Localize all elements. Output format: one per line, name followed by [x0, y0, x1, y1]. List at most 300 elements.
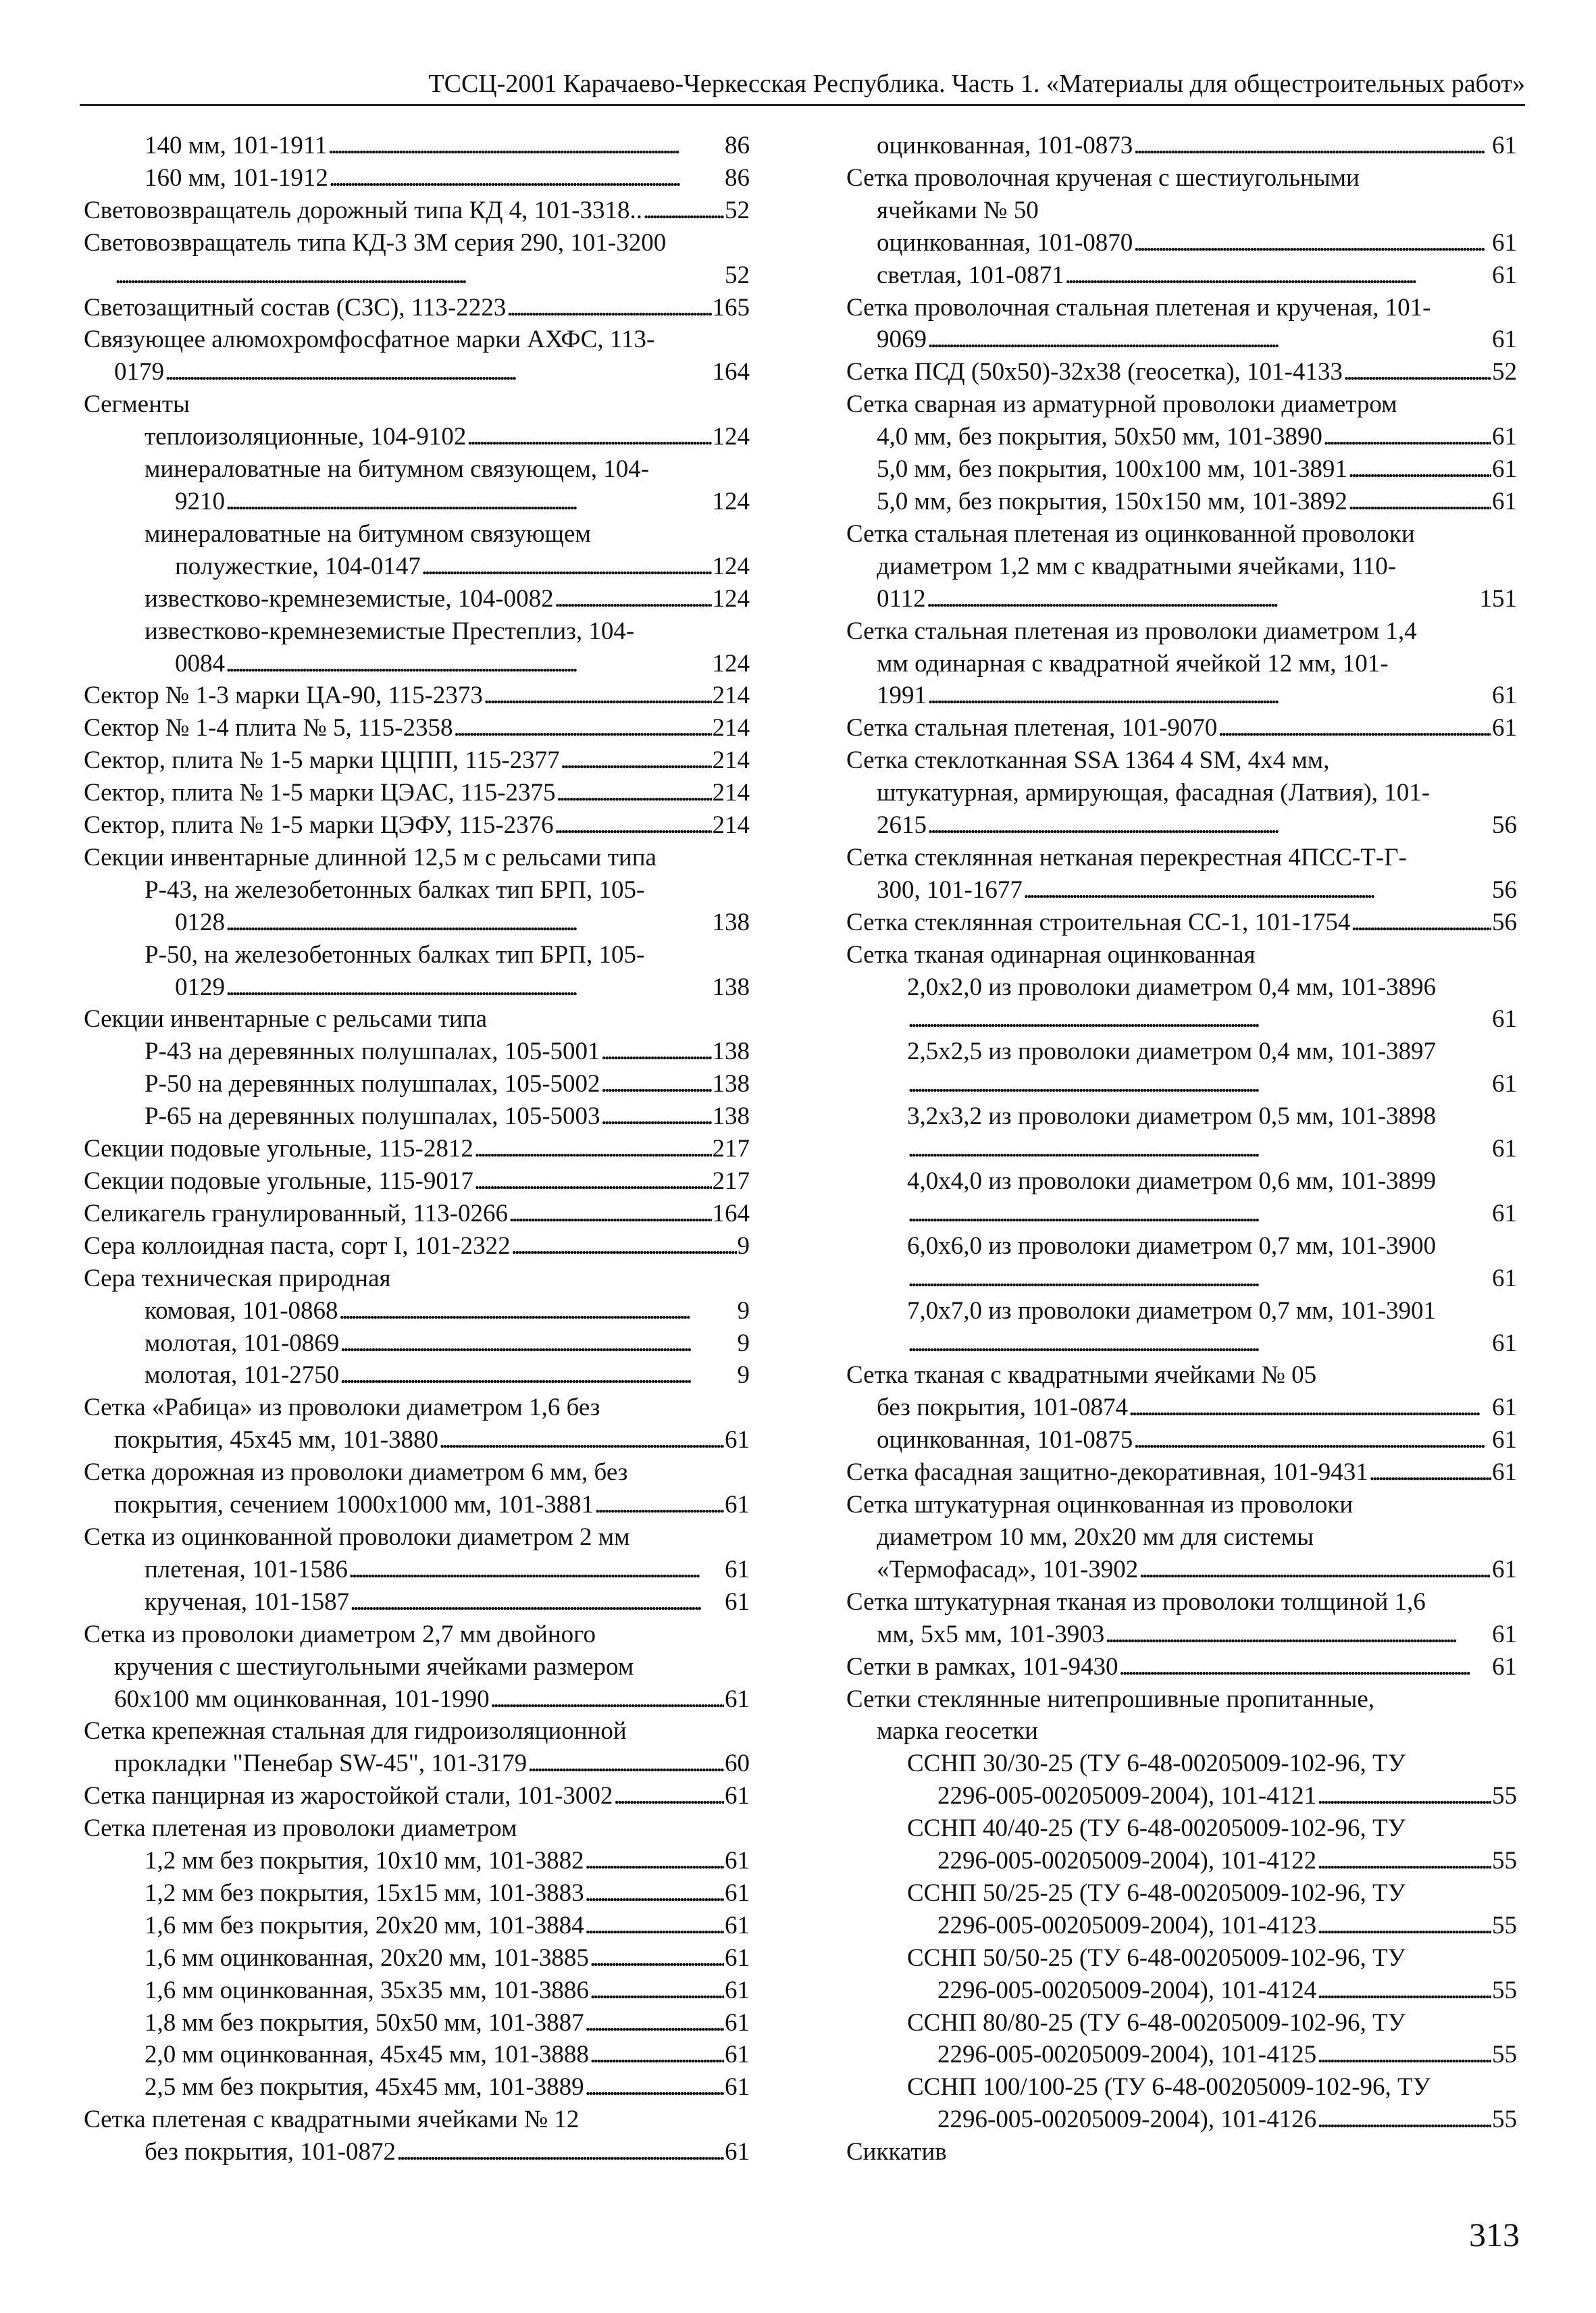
- entry-text: 4,0х4,0 из проволоки диаметром 0,6 мм, 101-3899: [907, 1167, 1437, 1195]
- index-entry: [846, 2136, 1517, 2168]
- dot-leader: [585, 1881, 724, 1906]
- entry-text: 3,2х3,2 из проволоки диаметром 0,5 мм, 101-3898: [907, 1102, 1437, 1131]
- dot-leader: [396, 2139, 724, 2164]
- index-entry: [84, 1877, 750, 1910]
- index-entry: [846, 1942, 1517, 1975]
- entry-text: ССНП 50/50-25 (ТУ 6-48-00205009-102-96, ТУ: [907, 1943, 1406, 1972]
- entry-page-number: 55: [1492, 2106, 1517, 2134]
- dot-leader: [601, 1071, 712, 1096]
- dot-leader: [1317, 2042, 1491, 2067]
- index-entry: [846, 1489, 1517, 1521]
- entry-text: 6,0х6,0 из проволоки диаметром 0,7 мм, 101-3900: [907, 1231, 1437, 1260]
- entry-page-number: 61: [1492, 1135, 1517, 1163]
- index-entry: [846, 162, 1517, 195]
- entry-text: 4,0 мм, без покрытия, 50х50 мм, 101-3890: [877, 423, 1322, 451]
- entry-page-number: 124: [712, 423, 750, 451]
- index-entry: [846, 1165, 1517, 1198]
- entry-text: Сетка тканая одинарная оцинкованная: [846, 940, 1256, 969]
- entry-page-number: 60: [725, 1750, 750, 1778]
- entry-text: 2,5х2,5 из проволоки диаметром 0,4 мм, 101-3897: [907, 1038, 1437, 1066]
- entry-text: Секции инвентарные длинной 12,5 м с рельсами типа: [84, 843, 657, 871]
- entry-text: 1,8 мм без покрытия, 50х50 мм, 101-3887: [145, 2008, 584, 2037]
- index-entry: [84, 518, 750, 551]
- index-column-right: [846, 130, 1517, 2168]
- entry-text: Световозвращатель типа КД-3 ЗМ серия 290, 101-3200: [84, 228, 667, 257]
- dot-leader: [908, 1201, 1491, 1226]
- entry-text: Сера техническая природная: [84, 1264, 391, 1292]
- entry-page-number: 217: [712, 1135, 750, 1163]
- entry-text: ячейками № 50: [877, 196, 1039, 224]
- entry-page-number: 214: [712, 779, 750, 807]
- index-entry: [846, 1359, 1517, 1392]
- index-entry: [846, 2071, 1517, 2104]
- entry-text: Сетка ПСД (50х50)-32х38 (геосетка), 101-4133: [846, 358, 1343, 386]
- entry-text: 0128: [175, 908, 225, 936]
- index-entry: [846, 1327, 1517, 1360]
- entry-text: Сетка стальная плетеная из проволоки диаметром 1,4: [846, 617, 1417, 645]
- entry-page-number: 164: [712, 358, 750, 386]
- dot-leader: [511, 1234, 737, 1259]
- dot-leader: [908, 1331, 1491, 1356]
- entry-text: Сетка сварная из арматурной проволоки диаметром: [846, 390, 1397, 419]
- index-entry: [84, 712, 750, 744]
- index-entry: [84, 1133, 750, 1165]
- entry-text: Сетка «Рабица» из проволоки диаметром 1,6 без: [84, 1394, 600, 1422]
- entry-page-number: 86: [725, 163, 750, 192]
- index-entry: [84, 874, 750, 907]
- entry-text: 160 мм, 101-1912: [145, 163, 328, 192]
- entry-page-number: 214: [712, 746, 750, 775]
- index-entry: [846, 130, 1517, 162]
- index-entry: [846, 809, 1517, 842]
- index-entry: [84, 324, 750, 356]
- dot-leader: [1023, 878, 1491, 903]
- index-entry: [84, 1845, 750, 1877]
- dot-leader: [908, 1266, 1491, 1291]
- entry-page-number: 61: [725, 1426, 750, 1454]
- entry-text: Сера коллоидная паста, сорт I, 101-2322: [84, 1231, 511, 1260]
- dot-leader: [585, 1913, 724, 1938]
- index-entry: [84, 907, 750, 939]
- entry-text: Сетка штукатурная тканая из проволоки толщиной 1,6: [846, 1587, 1426, 1616]
- index-entry: [84, 1812, 750, 1845]
- index-entry: [84, 1359, 750, 1392]
- entry-page-number: 164: [712, 1199, 750, 1227]
- dot-leader: [490, 1687, 724, 1712]
- entry-page-number: 56: [1492, 908, 1517, 936]
- entry-page-number: 55: [1492, 1782, 1517, 1810]
- index-entry: [84, 1554, 750, 1586]
- entry-text: Сетка стеклотканная SSA 1364 4 SM, 4х4 мм,: [846, 746, 1330, 775]
- index-entry: [84, 615, 750, 648]
- entry-page-number: 61: [725, 2041, 750, 2069]
- entry-page-number: 52: [725, 261, 750, 289]
- entry-text: ССНП 40/40-25 (ТУ 6-48-00205009-102-96, ТУ: [907, 1814, 1406, 1843]
- index-entry: [846, 227, 1517, 259]
- index-entry: [846, 1619, 1517, 1651]
- entry-text: штукатурная, армирующая, фасадная (Латвия), 101-: [877, 779, 1431, 807]
- entry-page-number: 61: [725, 1491, 750, 1519]
- entry-text: известково-кремнеземистые Престеплиз, 104-: [145, 617, 635, 645]
- entry-text: 60х100 мм оцинкованная, 101-1990: [114, 1685, 490, 1713]
- dot-leader: [927, 327, 1491, 352]
- entry-page-number: 138: [712, 1102, 750, 1131]
- dot-leader: [908, 1136, 1491, 1161]
- index-entry: [846, 551, 1517, 583]
- entry-text: ССНП 50/25-25 (ТУ 6-48-00205009-102-96, ТУ: [907, 1879, 1406, 1907]
- index-entry: [846, 1812, 1517, 1845]
- entry-text: 1,6 мм оцинкованная, 20х20 мм, 101-3885: [145, 1943, 589, 1972]
- index-entry: [846, 1456, 1517, 1489]
- entry-text: оцинкованная, 101-0870: [877, 228, 1133, 257]
- index-entry: [84, 744, 750, 777]
- index-entry: [846, 1845, 1517, 1877]
- index-entry: [846, 744, 1517, 777]
- dot-leader: [1118, 1654, 1491, 1679]
- index-entry: [84, 2071, 750, 2104]
- index-entry: [84, 1036, 750, 1068]
- index-entry: [846, 1748, 1517, 1780]
- entry-text: Сетка стальная плетеная, 101-9070: [846, 714, 1218, 742]
- dot-leader: [556, 780, 711, 805]
- entry-page-number: 9: [737, 1231, 750, 1260]
- entry-page-number: 52: [725, 196, 750, 224]
- index-entry: [846, 1230, 1517, 1263]
- entry-page-number: 61: [1492, 1199, 1517, 1227]
- entry-text: Секции инвентарные с рельсами типа: [84, 1005, 488, 1034]
- entry-page-number: 55: [1492, 2041, 1517, 2069]
- dot-leader: [226, 651, 712, 676]
- index-entry: [846, 1910, 1517, 1942]
- entry-page-number: 61: [1492, 423, 1517, 451]
- index-entry: [84, 2136, 750, 2168]
- dot-leader: [601, 1039, 712, 1064]
- index-entry: [846, 1424, 1517, 1456]
- entry-page-number: 61: [725, 2073, 750, 2102]
- entry-text: диаметром 10 мм, 20х20 мм для системы: [877, 1523, 1314, 1551]
- index-entry: [84, 809, 750, 842]
- dot-leader: [328, 133, 724, 158]
- entry-page-number: 124: [712, 552, 750, 580]
- entry-text: Сектор № 1-3 марки ЦА-90, 115-2373: [84, 682, 483, 710]
- index-entry: [84, 1327, 750, 1360]
- entry-text: 0112: [877, 584, 926, 613]
- entry-text: теплоизоляционные, 104-9102: [145, 423, 467, 451]
- index-entry: [84, 2039, 750, 2071]
- dot-leader: [1133, 1427, 1491, 1452]
- entry-text: Селикагель гранулированный, 113-0266: [84, 1199, 509, 1227]
- dot-leader: [908, 1071, 1491, 1096]
- index-entry: [846, 1715, 1517, 1748]
- entry-text: Связующее алюмохромфосфатное марки АХФС, 113-: [84, 326, 655, 354]
- index-entry: [84, 1780, 750, 1812]
- entry-page-number: 61: [725, 1555, 750, 1583]
- entry-text: Р-43, на железобетонных балках тип БРП, 105-: [145, 875, 645, 904]
- entry-page-number: 214: [712, 682, 750, 710]
- dot-leader: [613, 1783, 724, 1808]
- dot-leader: [340, 1331, 736, 1356]
- dot-leader: [643, 198, 724, 223]
- dot-leader: [927, 683, 1491, 708]
- index-entry: [846, 388, 1517, 421]
- entry-text: 1,2 мм без покрытия, 15х15 мм, 101-3883: [145, 1879, 584, 1907]
- entry-page-number: 124: [712, 584, 750, 613]
- entry-text: без покрытия, 101-0874: [877, 1394, 1129, 1422]
- index-entry: [846, 453, 1517, 486]
- dot-leader: [555, 586, 712, 611]
- index-entry: [84, 1295, 750, 1327]
- dot-leader: [1351, 910, 1491, 935]
- index-entry: [846, 1586, 1517, 1619]
- entry-page-number: 9: [737, 1361, 750, 1390]
- dot-leader: [1317, 1783, 1491, 1808]
- entry-text: Р-50, на железобетонных балках тип БРП, 105-: [145, 940, 645, 969]
- entry-text: Р-43 на деревянных полушпалах, 105-5001: [145, 1038, 600, 1066]
- entry-page-number: 61: [725, 2138, 750, 2166]
- dot-leader: [590, 1978, 724, 2003]
- dot-leader: [509, 1201, 711, 1226]
- dot-leader: [350, 1590, 724, 1615]
- entry-text: Сегменты: [84, 390, 190, 419]
- dot-leader: [1065, 263, 1491, 288]
- entry-text: Сектор № 1-4 плита № 5, 115-2358: [84, 714, 453, 742]
- dot-leader: [561, 748, 712, 773]
- entry-text: Секции подовые угольные, 115-2812: [84, 1135, 473, 1163]
- index-entry: [84, 1651, 750, 1683]
- index-entry: [846, 615, 1517, 648]
- entry-page-number: 86: [725, 132, 750, 159]
- entry-text: Сетка из оцинкованной проволоки диаметром 2 мм: [84, 1523, 630, 1551]
- entry-text: комовая, 101-0868: [145, 1296, 338, 1325]
- entry-page-number: 55: [1492, 1976, 1517, 2004]
- index-entry: [84, 1003, 750, 1036]
- index-entry: [84, 292, 750, 324]
- index-entry: [84, 1748, 750, 1780]
- entry-text: 140 мм, 101-1911: [145, 132, 328, 159]
- index-entry: [84, 1683, 750, 1716]
- entry-text: 9069: [877, 326, 927, 354]
- index-entry: [846, 1651, 1517, 1683]
- entry-text: 2296-005-00205009-2004), 101-4124: [937, 1976, 1317, 2004]
- index-entry: [84, 1263, 750, 1295]
- entry-text: Сетки стеклянные нитепрошивные пропитанные,: [846, 1685, 1375, 1713]
- dot-leader: [1317, 2107, 1491, 2132]
- index-entry: [84, 486, 750, 518]
- index-entry: [84, 356, 750, 388]
- entry-page-number: 61: [1492, 326, 1517, 354]
- dot-leader: [555, 813, 712, 838]
- entry-text: 5,0 мм, без покрытия, 100х100 мм, 101-3891: [877, 455, 1347, 484]
- entry-page-number: 55: [1492, 1911, 1517, 1939]
- entry-page-number: 138: [712, 908, 750, 936]
- entry-text: 2296-005-00205009-2004), 101-4123: [937, 1911, 1317, 1939]
- entry-page-number: 61: [1492, 1652, 1517, 1681]
- entry-text: Сектор, плита № 1-5 марки ЦЭФУ, 115-2376: [84, 811, 554, 840]
- index-entry: [84, 162, 750, 195]
- entry-page-number: 61: [725, 1943, 750, 1972]
- index-entry: [84, 1489, 750, 1521]
- dot-leader: [349, 1557, 724, 1582]
- index-entry: [84, 1068, 750, 1100]
- entry-text: ССНП 80/80-25 (ТУ 6-48-00205009-102-96, ТУ: [907, 2008, 1406, 2037]
- index-entry: [846, 874, 1517, 907]
- dot-leader: [590, 2042, 724, 2067]
- index-entry: [846, 1263, 1517, 1295]
- index-entry: [84, 1586, 750, 1619]
- index-entry: [846, 1554, 1517, 1586]
- index-entry: [846, 292, 1517, 324]
- entry-text: Светозащитный состав (СЗС), 113-2223: [84, 293, 507, 322]
- dot-leader: [474, 1169, 712, 1194]
- entry-text: 2296-005-00205009-2004), 101-4122: [937, 1847, 1317, 1875]
- entry-text: молотая, 101-0869: [145, 1329, 340, 1357]
- entry-text: 2615: [877, 811, 927, 840]
- entry-text: 9210: [175, 487, 225, 515]
- entry-page-number: 61: [1492, 1264, 1517, 1292]
- entry-text: 300, 101-1677: [877, 875, 1023, 904]
- index-entry: [846, 1036, 1517, 1068]
- dot-leader: [585, 2010, 724, 2035]
- entry-text: Сетка проволочная крученая с шестиугольными: [846, 163, 1360, 192]
- entry-text: Сетка стальная плетеная из оцинкованной проволоки: [846, 519, 1415, 548]
- index-entry: [846, 2007, 1517, 2039]
- index-entry: [84, 130, 750, 162]
- entry-text: 0129: [175, 973, 225, 1001]
- entry-page-number: 56: [1492, 875, 1517, 904]
- entry-text: 2,0х2,0 из проволоки диаметром 0,4 мм, 101-3896: [907, 973, 1437, 1001]
- dot-leader: [1317, 1913, 1491, 1938]
- entry-text: марка геосетки: [877, 1717, 1038, 1746]
- index-entry: [84, 1910, 750, 1942]
- index-entry: [846, 2039, 1517, 2071]
- entry-text: ССНП 100/100-25 (ТУ 6-48-00205009-102-96, ТУ: [907, 2073, 1431, 2102]
- dot-leader: [1129, 1395, 1491, 1420]
- dot-leader: [527, 1751, 724, 1776]
- entry-text: прокладки "Пенебар SW-45", 101-3179: [114, 1750, 527, 1778]
- index-entry: [84, 971, 750, 1004]
- index-entry: [846, 1780, 1517, 1812]
- entry-page-number: 61: [725, 1782, 750, 1810]
- entry-page-number: 61: [1492, 1620, 1517, 1648]
- index-entry: [84, 453, 750, 486]
- entry-text: минераловатные на битумном связующем, 104-: [145, 455, 650, 484]
- entry-page-number: 61: [725, 1879, 750, 1907]
- entry-text: покрытия, сечением 1000х1000 мм, 101-3881: [114, 1491, 594, 1519]
- entry-text: мм, 5х5 мм, 101-3903: [877, 1620, 1105, 1648]
- index-entry: [84, 195, 750, 227]
- index-entry: [846, 1295, 1517, 1327]
- entry-text: молотая, 101-2750: [145, 1361, 340, 1390]
- entry-page-number: 138: [712, 1038, 750, 1066]
- dot-leader: [226, 489, 712, 514]
- dot-leader: [467, 424, 711, 449]
- index-entry: [846, 777, 1517, 809]
- dot-leader: [1323, 424, 1491, 449]
- index-entry: [84, 583, 750, 615]
- entry-text: 0179: [114, 358, 164, 386]
- dot-leader: [1348, 457, 1491, 482]
- entry-text: Р-50 на деревянных полушпалах, 105-5002: [145, 1070, 600, 1098]
- index-entry: [84, 2104, 750, 2136]
- entry-text: Сетка стеклянная нетканая перекрестная 4ПСС-Т-Г-: [846, 843, 1407, 871]
- dot-leader: [1218, 715, 1491, 740]
- index-entry: [846, 907, 1517, 939]
- entry-text: кручения с шестиугольными ячейками размером: [114, 1652, 634, 1681]
- dot-leader: [1369, 1460, 1491, 1485]
- entry-text: 2296-005-00205009-2004), 101-4121: [937, 1782, 1317, 1810]
- index-entry: [84, 551, 750, 583]
- entry-text: 2296-005-00205009-2004), 101-4125: [937, 2041, 1317, 2069]
- dot-leader: [927, 813, 1491, 838]
- dot-leader: [1133, 230, 1491, 255]
- entry-text: оцинкованная, 101-0875: [877, 1426, 1133, 1454]
- entry-text: 1991: [877, 682, 927, 710]
- entry-text: Сетка штукатурная оцинкованная из проволоки: [846, 1491, 1354, 1519]
- entry-text: минераловатные на битумном связующем: [145, 519, 591, 548]
- entry-text: Сетка панцирная из жаростойкой стали, 101-3002: [84, 1782, 613, 1810]
- index-entry: [846, 971, 1517, 1004]
- entry-text: мм одинарная с квадратной ячейкой 12 мм, 101-: [877, 649, 1389, 678]
- index-entry: [846, 421, 1517, 453]
- entry-text: полужесткие, 104-0147: [175, 552, 421, 580]
- entry-page-number: 61: [1492, 1555, 1517, 1583]
- index-entry: [84, 388, 750, 421]
- dot-leader: [1105, 1622, 1491, 1647]
- index-entry: [84, 1424, 750, 1456]
- index-entry: [84, 227, 750, 259]
- entry-text: 1,2 мм без покрытия, 10х10 мм, 101-3882: [145, 1847, 584, 1875]
- dot-leader: [1317, 1978, 1491, 2003]
- dot-leader: [585, 1848, 724, 1873]
- entry-page-number: 61: [1492, 714, 1517, 742]
- entry-page-number: 61: [1492, 132, 1517, 159]
- entry-text: Сетка из проволоки диаметром 2,7 мм двойного: [84, 1620, 596, 1648]
- index-entry: [84, 1715, 750, 1748]
- index-entry: [846, 518, 1517, 551]
- index-entry: [84, 1521, 750, 1554]
- dot-leader: [908, 1007, 1491, 1032]
- dot-leader: [329, 166, 724, 190]
- entry-page-number: 52: [1492, 358, 1517, 386]
- entry-text: без покрытия, 101-0872: [145, 2138, 396, 2166]
- entry-page-number: 61: [1492, 682, 1517, 710]
- index-entry: [846, 842, 1517, 874]
- index-entry: [84, 1619, 750, 1651]
- entry-page-number: 61: [1492, 455, 1517, 484]
- entry-page-number: 61: [1492, 1005, 1517, 1034]
- index-entry: [846, 583, 1517, 615]
- index-entry: [846, 1068, 1517, 1100]
- dot-leader: [1343, 359, 1491, 384]
- index-entry: [846, 1133, 1517, 1165]
- entry-page-number: 124: [712, 649, 750, 678]
- entry-text: Сетка плетеная с квадратными ячейками № 12: [84, 2106, 580, 2134]
- index-entry: [84, 1392, 750, 1424]
- entry-page-number: 138: [712, 973, 750, 1001]
- dot-leader: [165, 359, 712, 384]
- index-entry: [84, 1165, 750, 1198]
- index-entry: [846, 939, 1517, 971]
- dot-leader: [453, 715, 711, 740]
- entry-page-number: 9: [737, 1329, 750, 1357]
- index-entry: [846, 2104, 1517, 2136]
- entry-text: известково-кремнеземистые, 104-0082: [145, 584, 554, 613]
- index-entry: [84, 1230, 750, 1263]
- index-entry: [846, 648, 1517, 680]
- index-entry: [846, 1975, 1517, 2007]
- index-entry: [84, 1198, 750, 1230]
- entry-text: покрытия, 45х45 мм, 101-3880: [114, 1426, 439, 1454]
